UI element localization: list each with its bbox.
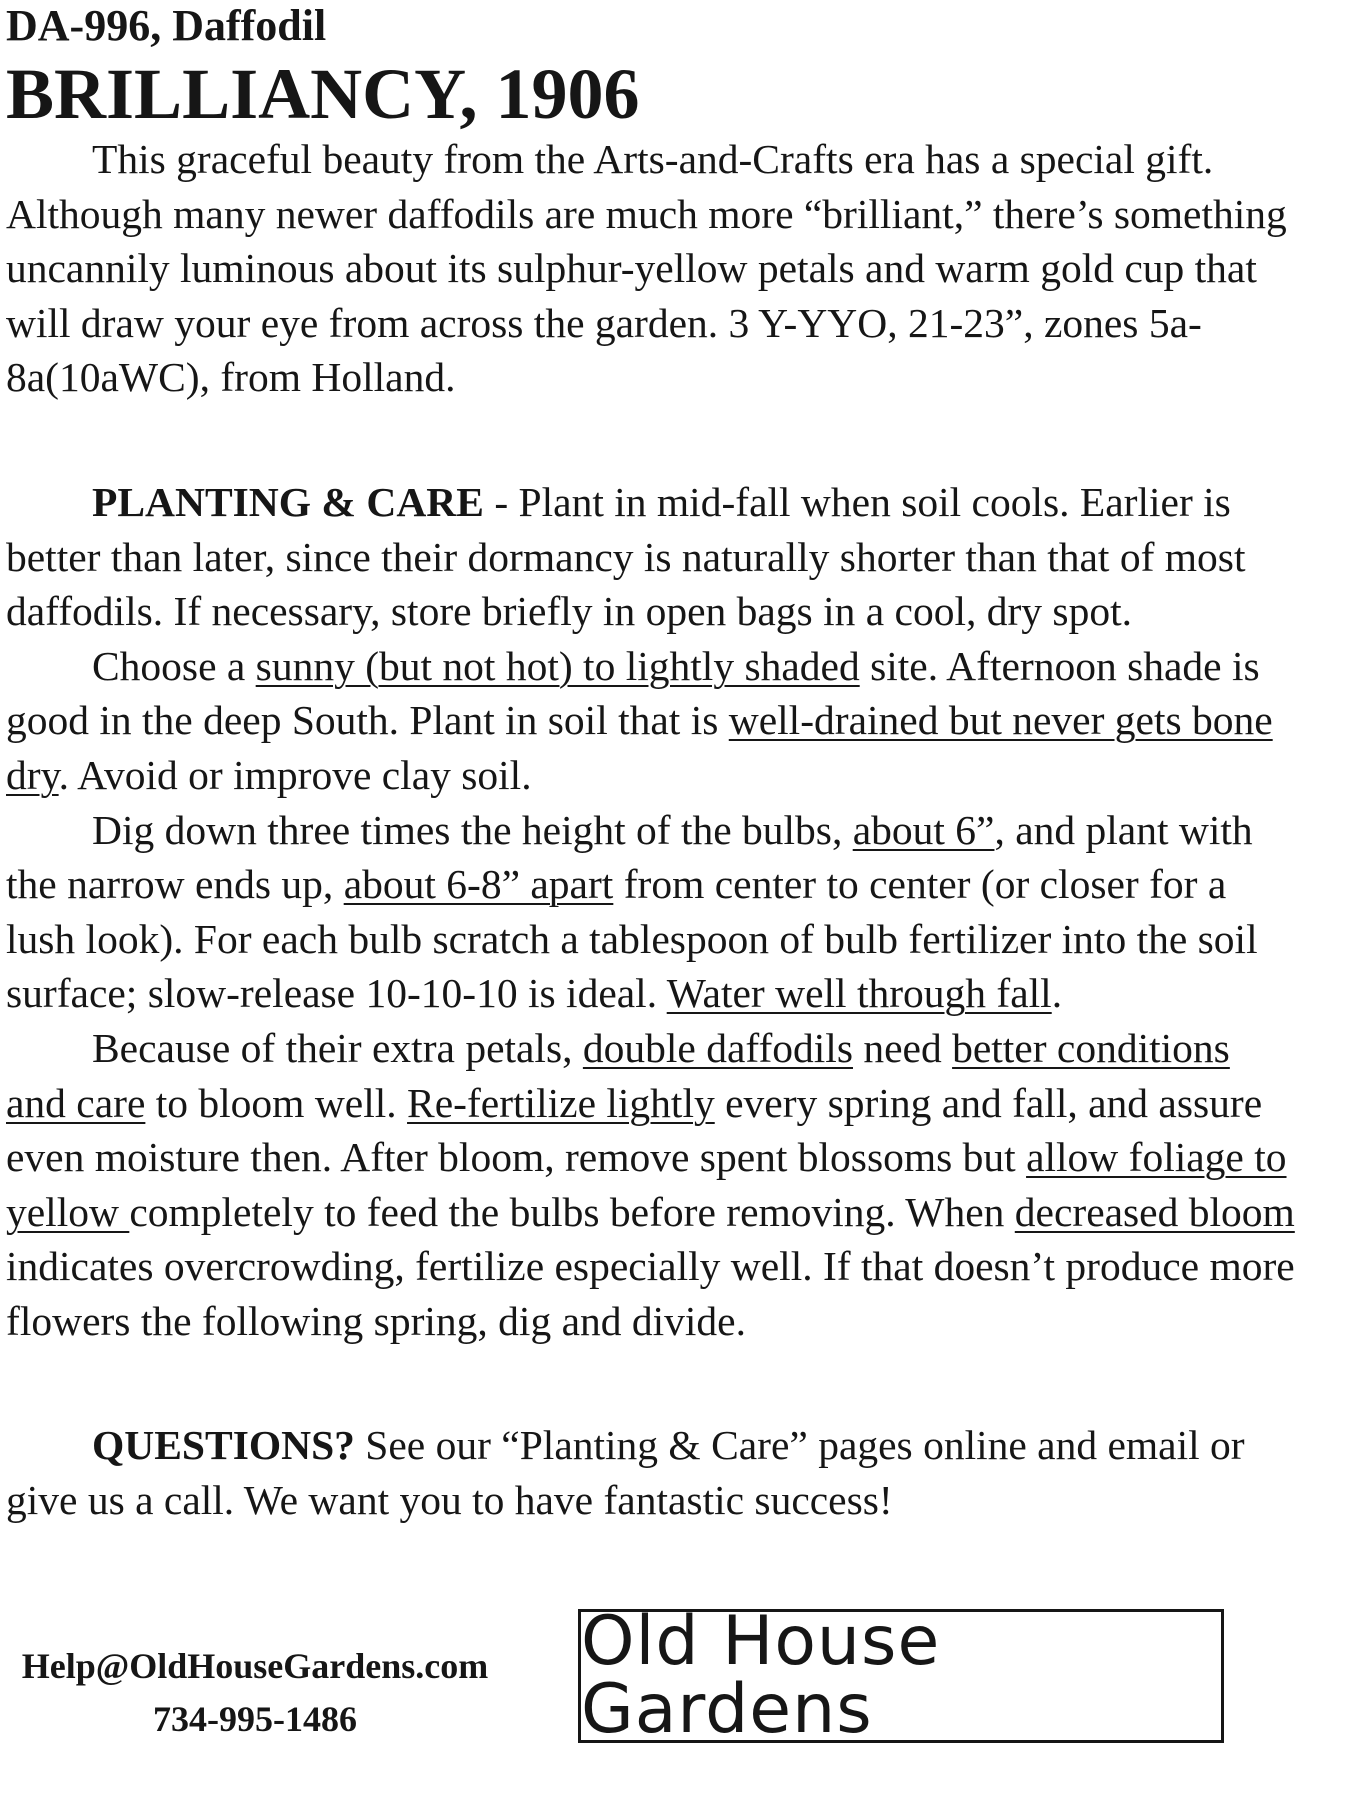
emphasis-soil: well-drained but never gets bone dry [6, 697, 1273, 798]
planting-heading: PLANTING & CARE [92, 478, 484, 525]
emphasis-depth: about 6” [852, 806, 995, 853]
emphasis-decreased-bloom: decreased bloom [1014, 1188, 1295, 1235]
questions-heading: QUESTIONS? [92, 1422, 355, 1469]
intro-paragraph: This graceful beauty from the Arts-and-Crafts era has a special gift. Although many newer daffodils are much more “brilliant,” there’s something uncannily luminous about its sulphur-yellow petals and warm gold cup that will draw your eye from across the garden. 3 Y-YYO, 21-23”, zones 5a-8a(10aWC), from Holland. [6, 136, 1287, 401]
emphasis-conditions: better conditions and care [6, 1024, 1230, 1126]
planting-paragraph-4: Because of their extra petals, double daffodils need better conditions and care to bloom well. Re-fertilize lightly every spring and fall, and assure even moisture then. After bloom, remove spent blossoms but allow foliage to yellow completely to feed the bulbs before removing. When decreased bloom indicates overcrowding, fertilize especially well. If that doesn’t produce more flowers the following spring, dig and divide. [6, 1024, 1295, 1344]
body-text [6, 132, 1296, 1528]
planting-paragraph-2: Choose a sunny (but not hot) to lightly shaded site. Afternoon shade is good in the deep South. Plant in soil that is well-drained but never gets bone dry. Avoid or improve clay soil. [6, 642, 1273, 798]
product-title: BRILLIANCY, 1906 [6, 54, 640, 134]
emphasis-water: Water well through fall [666, 970, 1052, 1017]
contact-phone: 734-995-1486 [153, 1699, 357, 1739]
emphasis-foliage: allow foliage to yellow [6, 1134, 1287, 1235]
planting-paragraph-3: Dig down three times the height of the bulbs, about 6”, and plant with the narrow ends up, about 6-8” apart from center to center (or closer for a lush look). For each bulb scratch a tablespoon of bulb fertilizer into the soil surface; slow-release 10-10-10 is ideal. Water well through fall. [6, 806, 1258, 1017]
emphasis-refertilize: Re-fertilize lightly [407, 1079, 715, 1126]
seed-packet-back [6, 0, 1296, 1528]
contact-block [0, 1640, 510, 1746]
planting-paragraph-1: PLANTING & CARE - Plant in mid-fall when soil cools. Earlier is better than later, since their dormancy is naturally shorter than that of most daffodils. If necessary, store briefly in open bags in a cool, dry spot. [6, 478, 1246, 635]
emphasis-double: double daffodils [582, 1024, 853, 1071]
logo-box [578, 1602, 1224, 1749]
brand-logo: Old House Gardens [581, 1602, 941, 1749]
emphasis-spacing: about 6-8” apart [343, 861, 614, 908]
questions-paragraph: QUESTIONS? See our “Planting & Care” pages online and email or give us a call. We want you to have fantastic success! [6, 1422, 1245, 1524]
product-code: DA-996, Daffodil [6, 1, 327, 50]
contact-email: Help@OldHouseGardens.com [21, 1646, 489, 1686]
emphasis-sun: sunny (but not hot) to lightly shaded [255, 642, 860, 689]
